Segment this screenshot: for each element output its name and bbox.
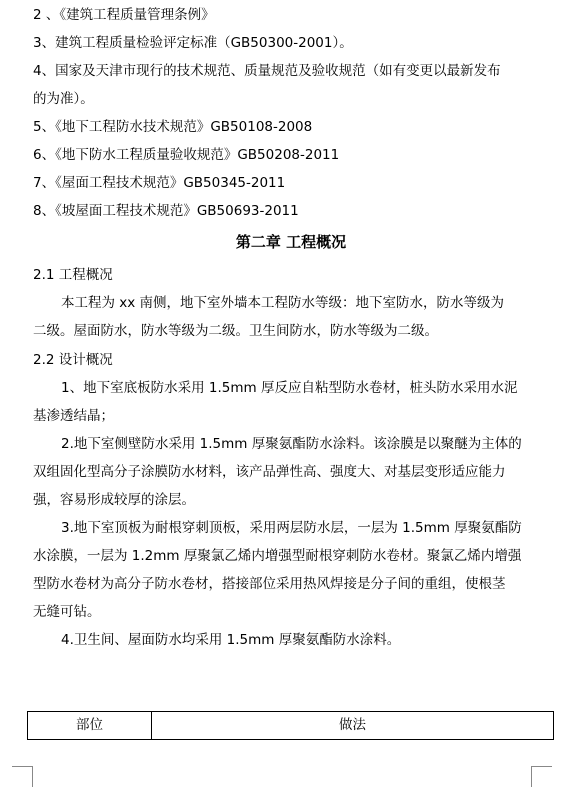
reference-item-continued: 的为准）。 [33,91,94,107]
table-header-method: 做法 [339,717,366,733]
section-heading: 2.2 设计概况 [33,352,113,368]
chapter-title: 第二章 工程概况 [235,233,347,251]
paragraph-line: 2.地下室侧壁防水采用 1.5mm 厚聚氨酯防水涂料。该涂膜是以聚醚为主体的 [61,436,522,452]
reference-item: 3、建筑工程质量检验评定标准（GB50300-2001）。 [33,35,353,51]
paragraph-line: 本工程为 xx 南侧，地下室外墙本工程防水等级：地下室防水，防水等级为 [61,295,505,311]
reference-item: 5、《地下工程防水技术规范》GB50108-2008 [33,119,313,135]
reference-item: 8、《坡屋面工程技术规范》GB50693-2011 [33,203,299,219]
paragraph-line: 3.地下室顶板为耐根穿刺顶板，采用两层防水层，一层为 1.5mm 厚聚氨酯防 [61,520,522,536]
reference-item: 4、国家及天津市现行的技术规范、质量规范及验收规范（如有变更以最新发布 [33,63,501,79]
paragraph-line: 4.卫生间、屋面防水均采用 1.5mm 厚聚氨酯防水涂料。 [61,632,401,648]
paragraph-line: 二级。屋面防水，防水等级为二级。卫生间防水，防水等级为二级。 [33,323,438,339]
paragraph-line: 基渗透结晶； [33,408,114,424]
reference-item: 6、《地下防水工程质量验收规范》GB50208-2011 [33,147,340,163]
paragraph-line: 水涂膜，一层为 1.2mm 厚聚氯乙烯内增强型耐根穿刺防水卷材。聚氯乙烯内增强 [33,548,522,564]
paragraph-line: 型防水卷材为高分子防水卷材，搭接部位采用热风焊接是分子间的重组，使根茎 [33,576,506,592]
paragraph-line: 双组固化型高分子涂膜防水材料，该产品弹性高、强度大、对基层变形适应能力 [33,464,506,480]
reference-item: 7、《屋面工程技术规范》GB50345-2011 [33,175,286,191]
reference-item: 2 、《建筑工程质量管理条例》 [33,7,215,23]
paragraph-line: 1、地下室底板防水采用 1.5mm 厚反应自粘型防水卷材，桩头防水采用水泥 [61,380,518,396]
page-corner-mark [12,766,33,787]
table-header-location: 部位 [28,712,152,739]
section-heading: 2.1 工程概况 [33,267,113,283]
construction-table [27,711,554,740]
page-corner-mark [531,766,552,787]
paragraph-line: 无缝可钻。 [33,604,101,620]
paragraph-line: 强，容易形成较厚的涂层。 [33,492,195,508]
